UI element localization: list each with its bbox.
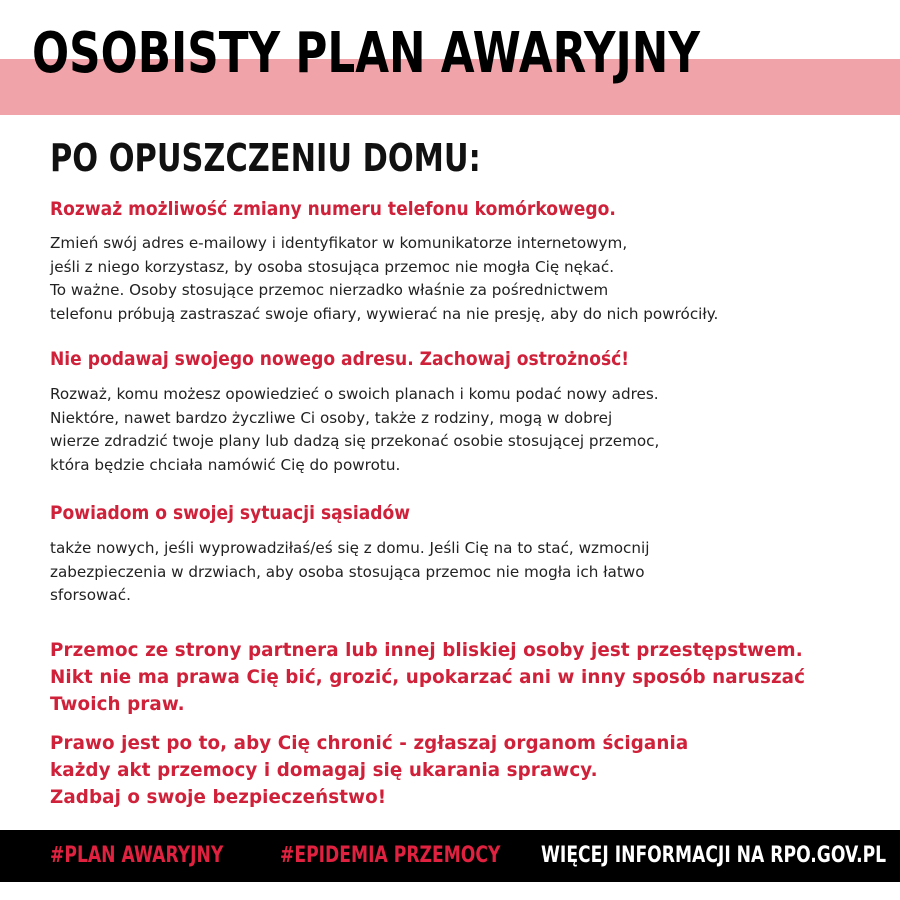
body-line: także nowych, jeśli wyprowadziłaś/eś się z domu. Jeśli Cię na to stać, wzmocnij [50, 539, 650, 557]
hashtag-plan: #PLAN AWARYJNY [50, 843, 224, 868]
section-title: PO OPUSZCZENIU DOMU: [50, 136, 481, 180]
notice-law [50, 730, 688, 811]
notice-line: Przemoc ze strony partnera lub innej bliskiej osoby jest przestępstwem. [50, 640, 803, 661]
hashtag-epidemic: #EPIDEMIA PRZEMOCY [280, 843, 501, 868]
body-line: sforsować. [50, 586, 131, 604]
section-heading-address: Nie podawaj swojego nowego adresu. Zachowaj ostrożność! [50, 348, 630, 370]
notice-line: Nikt nie ma prawa Cię bić, grozić, upokarzać ani w inny sposób naruszać [50, 667, 806, 688]
body-line: To ważne. Osoby stosujące przemoc nierzadko właśnie za pośrednictwem [50, 281, 609, 299]
notice-line: Twoich praw. [50, 694, 185, 715]
body-line: Rozważ, komu możesz opowiedzieć o swoich planach i komu podać nowy adres. [50, 385, 659, 403]
notice-line: Zadbaj o swoje bezpieczeństwo! [50, 787, 387, 808]
body-line: zabezpieczenia w drzwiach, aby osoba stosująca przemoc nie mogła ich łatwo [50, 562, 645, 581]
body-line: wierze zdradzić twoje plany lub dadzą się przekonać osobie stosującej przemoc, [50, 432, 660, 450]
body-line: która będzie chciała namówić Cię do powrotu. [50, 455, 401, 474]
section-heading-neighbors: Powiadom o swojej sytuacji sąsiadów [50, 502, 411, 524]
more-info-link[interactable]: WIĘCEJ INFORMACJI NA RPO.GOV.PL [541, 843, 887, 868]
section-body-neighbors [50, 537, 649, 608]
body-line: telefonu próbują zastraszać swoje ofiary, wywierać na nie presję, aby do nich powróciły. [50, 304, 719, 323]
body-line: Niektóre, nawet bardzo życzliwe Ci osoby, także z rodziny, mogą w dobrej [50, 408, 613, 427]
footer-bar [0, 830, 900, 882]
notice-crime [50, 637, 805, 718]
section-heading-phone: Rozważ możliwość zmiany numeru telefonu komórkowego. [50, 198, 616, 220]
notice-line: każdy akt przemocy i domagaj się ukarania sprawcy. [50, 760, 598, 781]
section-body-phone [50, 232, 718, 326]
body-line: jeśli z niego korzystasz, by osoba stosująca przemoc nie mogła Cię nękać. [50, 257, 615, 276]
section-body-address [50, 383, 659, 477]
body-line: Zmień swój adres e-mailowy i identyfikator w komunikatorze internetowym, [50, 234, 628, 252]
page-title: OSOBISTY PLAN AWARYJNY [32, 21, 700, 86]
notice-line: Prawo jest po to, aby Cię chronić - zgłaszaj organom ścigania [50, 733, 689, 754]
